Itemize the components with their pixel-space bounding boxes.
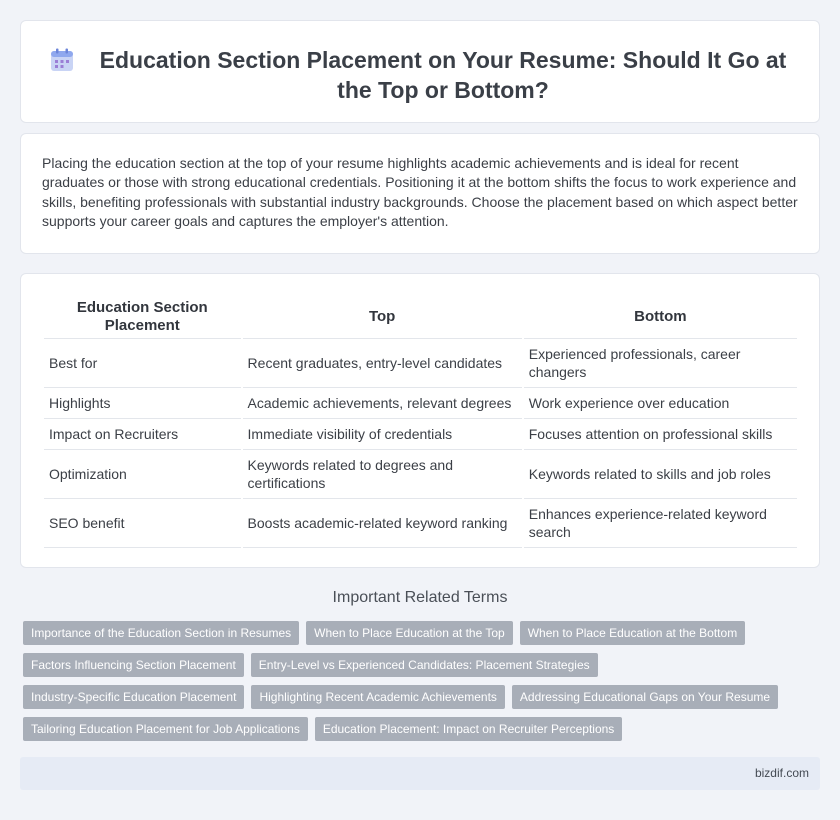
table-cell: Enhances experience-related keyword search [524,499,797,548]
table-header-cell: Top [243,295,522,339]
comparison-table-card [20,273,820,568]
table-cell: Immediate visibility of credentials [243,419,522,450]
table-cell: Best for [44,339,241,388]
related-term-tag[interactable]: Entry-Level vs Experienced Candidates: Placement Strategies [251,653,598,677]
related-term-tag[interactable]: Highlighting Recent Academic Achievements [251,685,504,709]
footer-site-link[interactable]: bizdif.com [754,766,809,780]
related-term-tag[interactable]: Importance of the Education Section in Resumes [23,621,299,645]
comparison-table [42,295,799,548]
table-row [44,499,797,548]
calendar-icon [49,47,75,73]
table-row [44,450,797,499]
table-cell: Work experience over education [524,388,797,419]
intro-paragraph: Placing the education section at the top of your resume highlights academic achievements and is ideal for recent graduates or those with strong educational credentials. Positioning it at the bottom shifts the focus to work experience and skills, benefiting professionals with substantial industry backgrounds. Choose the placement based on which aspect better supports your career goals and captures the employer's attention. [42,155,798,229]
table-cell: Keywords related to skills and job roles [524,450,797,499]
related-term-tag[interactable]: Education Placement: Impact on Recruiter Perceptions [315,717,622,741]
related-terms-heading: Important Related Terms [332,589,508,606]
table-header-cell: Education Section Placement [44,295,241,339]
table-row [44,388,797,419]
related-term-tag[interactable]: When to Place Education at the Top [306,621,513,645]
table-cell: Highlights [44,388,241,419]
table-cell: Keywords related to degrees and certifications [243,450,522,499]
table-cell: Experienced professionals, career changers [524,339,797,388]
table-cell: Recent graduates, entry-level candidates [243,339,522,388]
title-card [20,20,820,123]
related-term-tag[interactable]: Tailoring Education Placement for Job Applications [23,717,308,741]
table-cell: SEO benefit [44,499,241,548]
footer [20,757,820,790]
table-header-row [44,295,797,339]
table-cell: Focuses attention on professional skills [524,419,797,450]
table-row [44,339,797,388]
related-term-tag[interactable]: Industry-Specific Education Placement [23,685,244,709]
related-term-tag[interactable]: Factors Influencing Section Placement [23,653,244,677]
table-cell: Boosts academic-related keyword ranking [243,499,522,548]
related-term-tag[interactable]: Addressing Educational Gaps on Your Resume [512,685,778,709]
table-header-cell: Bottom [524,295,797,339]
table-row [44,419,797,450]
intro-card [20,133,820,254]
table-cell: Optimization [44,450,241,499]
table-cell: Impact on Recruiters [44,419,241,450]
table-cell: Academic achievements, relevant degrees [243,388,522,419]
related-terms-tags [23,621,813,741]
page-title: Education Section Placement on Your Resume: Should It Go at the Top or Bottom? [99,47,787,103]
related-term-tag[interactable]: When to Place Education at the Bottom [520,621,745,645]
